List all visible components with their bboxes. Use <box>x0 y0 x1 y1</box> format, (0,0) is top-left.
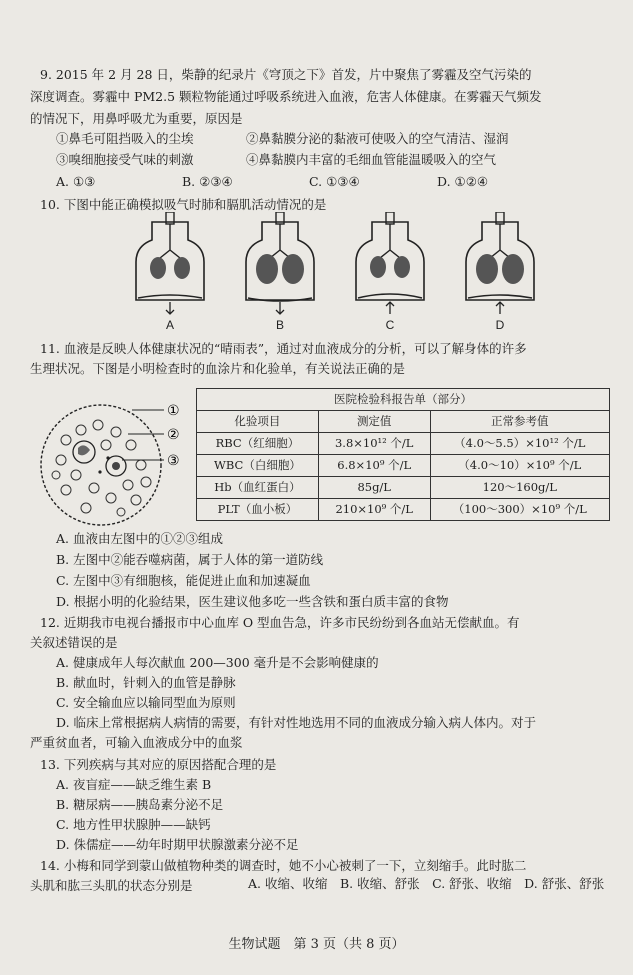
q9-stem-line-3: 的情况下，用鼻呼吸尤为重要，原因是 <box>30 111 243 126</box>
q9-stem-line-1: 9. 2015 年 2 月 28 日，柴静的纪录片《穹顶之下》首发，片中聚焦了雾霾及空气污染的 <box>40 67 532 82</box>
table-row <box>197 433 610 455</box>
q13-option-b: B. 糖尿病——胰岛素分泌不足 <box>56 797 224 812</box>
q14-options: A. 收缩、收缩 B. 收缩、舒张 C. 舒张、收缩 D. 舒张、舒张 <box>248 876 605 891</box>
cell-item: PLT（血小板） <box>197 499 319 521</box>
q14-stem-line-2: 头肌和肱三头肌的状态分别是 <box>30 878 193 893</box>
q14-stem-line-1: 14. 小梅和同学到蒙山做植物种类的调查时，她不小心被刺了一下，立刻缩手。此时肱二 <box>40 858 527 873</box>
q9-statement-3: ③嗅细胞接受气味的刺激 <box>56 152 194 167</box>
blood-smear-figure <box>36 400 186 530</box>
cell-item: Hb（血红蛋白） <box>197 477 319 499</box>
q11-stem-line-2: 生理状况。下图是小明检查时的血涂片和化验单，有关说法正确的是 <box>30 361 406 376</box>
bell-jar-model-c <box>350 212 430 332</box>
q13-stem: 13. 下列疾病与其对应的原因搭配合理的是 <box>40 757 277 772</box>
q10-figures <box>130 212 550 342</box>
cell-reference: （4.0～10）×10⁹ 个/L <box>430 455 609 477</box>
q12-stem-line-1: 12. 近期我市电视台播报市中心血库 O 型血告急，许多市民纷纷到各血站无偿献血。有 <box>40 615 520 630</box>
figure-label-c: C <box>385 318 395 332</box>
q9-statement-1: ①鼻毛可阻挡吸入的尘埃 <box>56 131 194 146</box>
q11-option-a: A. 血液由左图中的①②③组成 <box>56 531 223 546</box>
table-row <box>197 477 610 499</box>
figure-label-b: B <box>275 318 284 332</box>
q9-option-b: B. ②③④ <box>182 174 233 189</box>
cell-item: RBC（红细胞） <box>197 433 319 455</box>
q9-option-a: A. ①③ <box>56 174 96 189</box>
cell-measured: 210×10⁹ 个/L <box>318 499 430 521</box>
q13-option-d: D. 侏儒症——幼年时期甲状腺激素分泌不足 <box>56 837 299 852</box>
table-row <box>197 455 610 477</box>
bell-jar-model-d <box>460 212 540 332</box>
col-header-measured: 测定值 <box>318 411 430 433</box>
cell-reference: （100～300）×10⁹ 个/L <box>430 499 609 521</box>
cell-reference: 120～160g/L <box>430 477 609 499</box>
col-header-reference: 正常参考值 <box>430 411 609 433</box>
cell-measured: 6.8×10⁹ 个/L <box>318 455 430 477</box>
q11-option-d: D. 根据小明的化验结果，医生建议他多吃一些含铁和蛋白质丰富的食物 <box>56 594 449 609</box>
q11-option-c: C. 左图中③有细胞核，能促进止血和加速凝血 <box>56 573 311 588</box>
q11-option-b: B. 左图中②能吞噬病菌，属于人体的第一道防线 <box>56 552 324 567</box>
figure-label-a: A <box>165 318 174 332</box>
q9-stem-line-2: 深度调查。雾霾中 PM2.5 颗粒物能通过呼吸系统进入血液，危害人体健康。在雾霾天气频发 <box>30 89 542 104</box>
q9-option-d: D. ①②④ <box>437 174 489 189</box>
bell-jar-model-a <box>130 212 210 332</box>
report-caption: 医院检验科报告单（部分） <box>197 389 610 411</box>
q12-option-a: A. 健康成年人每次献血 200—300 毫升是不会影响健康的 <box>56 655 379 670</box>
q9-option-c: C. ①③④ <box>309 174 360 189</box>
table-row <box>197 499 610 521</box>
q12-option-d-line-2: 严重贫血者，可输入血液成分中的血浆 <box>30 735 243 750</box>
figure-label-d: D <box>495 318 505 332</box>
q11-stem-line-1: 11. 血液是反映人体健康状况的“晴雨表”，通过对血液成分的分析，可以了解身体的许多 <box>40 341 527 356</box>
lab-report-table <box>196 388 610 521</box>
q9-statement-4: ④鼻黏膜内丰富的毛细血管能温暖吸入的空气 <box>246 152 497 167</box>
q13-option-c: C. 地方性甲状腺肿——缺钙 <box>56 817 211 832</box>
marker-1: ① <box>167 403 180 419</box>
marker-2: ② <box>167 427 180 443</box>
page-footer: 生物试题 第 3 页（共 8 页） <box>228 937 405 952</box>
marker-3: ③ <box>167 453 180 469</box>
col-header-item: 化验项目 <box>197 411 319 433</box>
cell-measured: 85g/L <box>318 477 430 499</box>
bell-jar-model-b <box>240 212 320 332</box>
q12-stem-line-2: 关叙述错误的是 <box>30 635 118 650</box>
q12-option-b: B. 献血时，针刺入的血管是静脉 <box>56 675 236 690</box>
q12-option-c: C. 安全输血应以输同型血为原则 <box>56 695 236 710</box>
q13-option-a: A. 夜盲症——缺乏维生素 B <box>56 777 212 792</box>
q9-statement-2: ②鼻黏膜分泌的黏液可使吸入的空气清洁、湿润 <box>246 131 509 146</box>
q10-stem: 10. 下图中能正确模拟吸气时肺和膈肌活动情况的是 <box>40 197 327 212</box>
cell-measured: 3.8×10¹² 个/L <box>318 433 430 455</box>
q12-option-d-line-1: D. 临床上常根据病人病情的需要，有针对性地选用不同的血液成分输入病人体内。对于 <box>56 715 537 730</box>
cell-reference: （4.0～5.5）×10¹² 个/L <box>430 433 609 455</box>
cell-item: WBC（白细胞） <box>197 455 319 477</box>
